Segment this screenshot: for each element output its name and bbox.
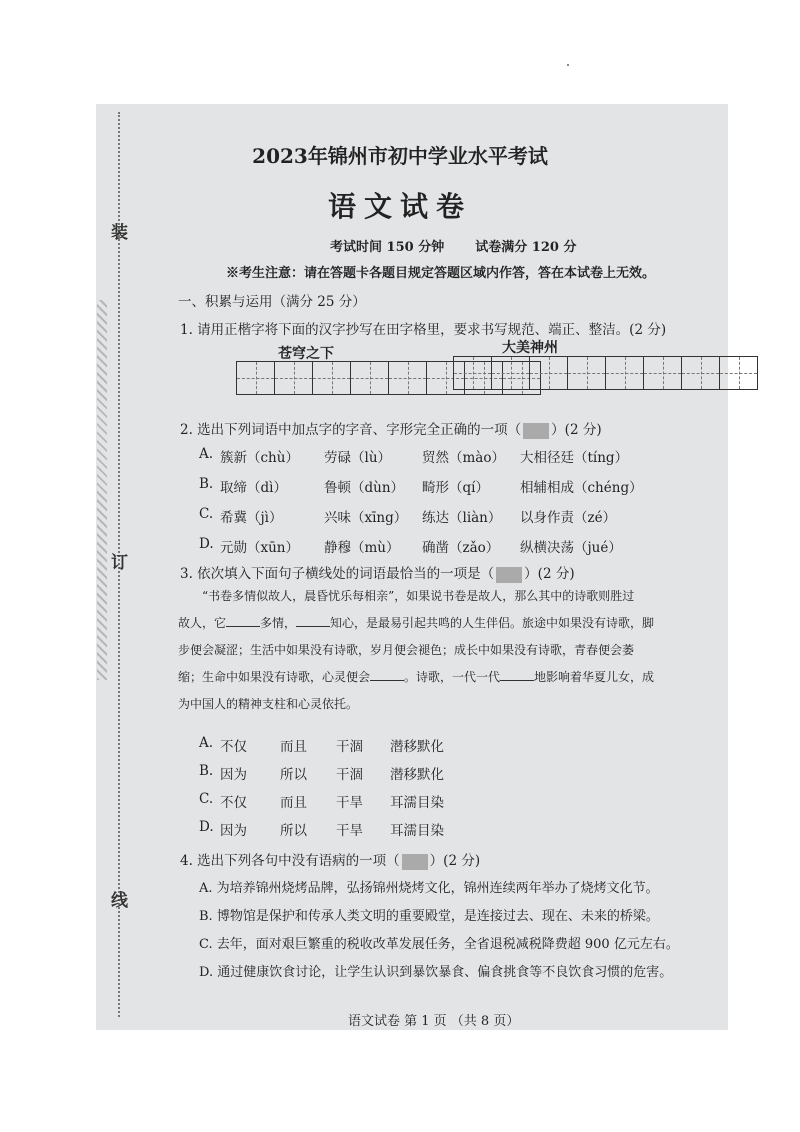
tianzige-grid-right [453, 356, 758, 390]
exam-time: 考试时间 150 分钟 [330, 240, 445, 255]
question-1: 1. 请用正楷字将下面的汉字抄写在田字格里，要求书写规范、端正、整洁。(2 分) [180, 322, 667, 338]
exam-score: 试卷满分 120 分 [475, 240, 577, 255]
binding-edge [97, 300, 107, 680]
grid-label-left: 苍穹之下 [278, 346, 334, 362]
exam-subtitle: 语文试卷 [327, 190, 472, 223]
answer-blank [523, 423, 549, 439]
exam-title: 2023年锦州市初中学业水平考试 [252, 144, 548, 168]
exam-info [330, 236, 576, 255]
question-4: 4. 选出下列各句中没有语病的一项（ ）(2 分) [180, 853, 481, 869]
binding-char-ding: 订 [111, 553, 128, 573]
answer-blank [496, 567, 522, 583]
question-2: 2. 选出下列词语中加点字的字音、字形完全正确的一项（ ）(2 分) [180, 422, 602, 438]
binding-char-xian: 线 [111, 891, 128, 911]
page-footer: 语文试卷 第 1 页 （共 8 页） [348, 1014, 520, 1029]
grid-label-right: 大美神州 [502, 340, 558, 356]
q3-passage: “书卷多情似故人，晨昏忧乐每相亲”，如果说书卷是故人，那么其中的诗歌则胜过 故人，它 多情， 知心，是最易引起共鸣的人生伴侣。旅途中如果没有诗歌，脚 步便会凝涩；生活中如果没有诗歌，岁月便会褪色；成长中如果没有诗歌，青春便会萎 缩；生命中如果没有诗歌，心灵便会 。诗歌，一代一代 地影响着华夏儿女，成 为中国人的精神支柱和心灵依托。 [178, 589, 655, 711]
binding-char-zhuang: 装 [111, 223, 128, 243]
exam-notice: ※考生注意：请在答题卡各题目规定答题区域内作答，答在本试卷上无效。 [226, 266, 656, 281]
question-3: 3. 依次填入下面句子横线处的词语最恰当的一项是（ ）(2 分) [180, 566, 575, 582]
answer-blank [402, 854, 428, 870]
scan-speck [567, 64, 569, 66]
section-heading: 一、积累与运用（满分 25 分） [178, 294, 366, 310]
